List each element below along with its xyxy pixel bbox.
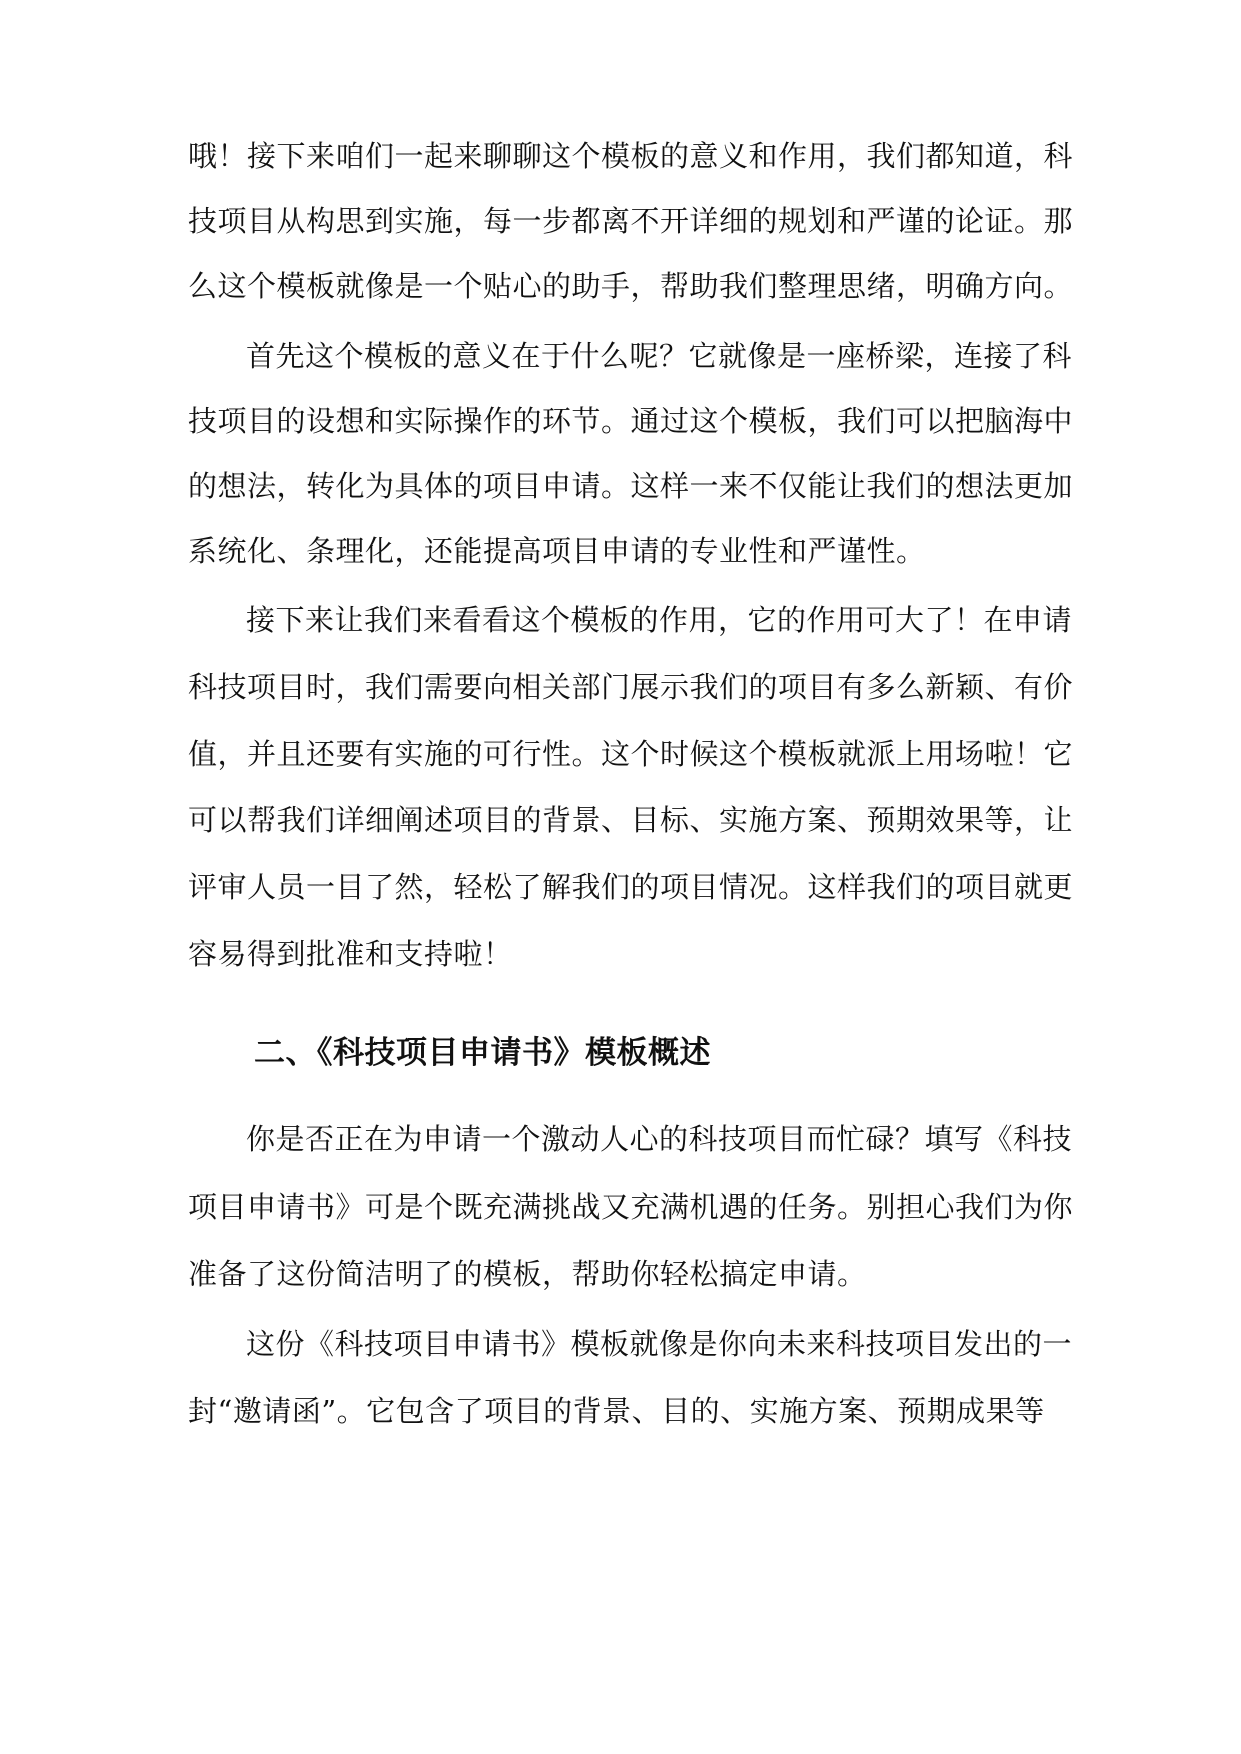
paragraph-line: 容易得到批准和支持啦！: [188, 937, 513, 971]
paragraph-line: 接下来让我们来看看这个模板的作用，它的作用可大了！在申请: [246, 603, 1073, 637]
paragraph-line: 系统化、条理化，还能提高项目申请的专业性和严谨性。: [188, 534, 926, 568]
paragraph-line: 首先这个模板的意义在于什么呢？它就像是一座桥梁，连接了科: [246, 339, 1073, 373]
paragraph-line: 技项目从构思到实施，每一步都离不开详细的规划和严谨的论证。那: [188, 204, 1074, 238]
paragraph-line: 技项目的设想和实际操作的环节。通过这个模板，我们可以把脑海中: [188, 404, 1074, 438]
paragraph-line: 可以帮我们详细阐述项目的背景、目标、实施方案、预期效果等，让: [188, 803, 1074, 837]
paragraph-line: 这份《科技项目申请书》模板就像是你向未来科技项目发出的一: [246, 1327, 1073, 1361]
paragraph-line: 项目申请书》可是个既充满挑战又充满机遇的任务。别担心我们为你: [188, 1190, 1074, 1224]
paragraph-line: 你是否正在为申请一个激动人心的科技项目而忙碌？填写《科技: [246, 1122, 1073, 1156]
section-heading: 二、《科技项目申请书》模板概述: [254, 1035, 711, 1071]
paragraph-line: 科技项目时，我们需要向相关部门展示我们的项目有多么新颖、有价: [188, 670, 1074, 704]
paragraph-line: 值，并且还要有实施的可行性。这个时候这个模板就派上用场啦！它: [188, 737, 1074, 771]
paragraph-line: 的想法，转化为具体的项目申请。这样一来不仅能让我们的想法更加: [188, 469, 1074, 503]
paragraph-line: 哦！接下来咱们一起来聊聊这个模板的意义和作用，我们都知道，科: [188, 139, 1074, 173]
paragraph-line: 么这个模板就像是一个贴心的助手，帮助我们整理思绪，明确方向。: [188, 269, 1074, 303]
paragraph-line: 评审人员一目了然，轻松了解我们的项目情况。这样我们的项目就更: [188, 870, 1074, 904]
paragraph-line: 封“邀请函”。它包含了项目的背景、目的、实施方案、预期成果等: [188, 1394, 1045, 1428]
paragraph-line: 准备了这份简洁明了的模板，帮助你轻松搞定申请。: [188, 1257, 867, 1291]
